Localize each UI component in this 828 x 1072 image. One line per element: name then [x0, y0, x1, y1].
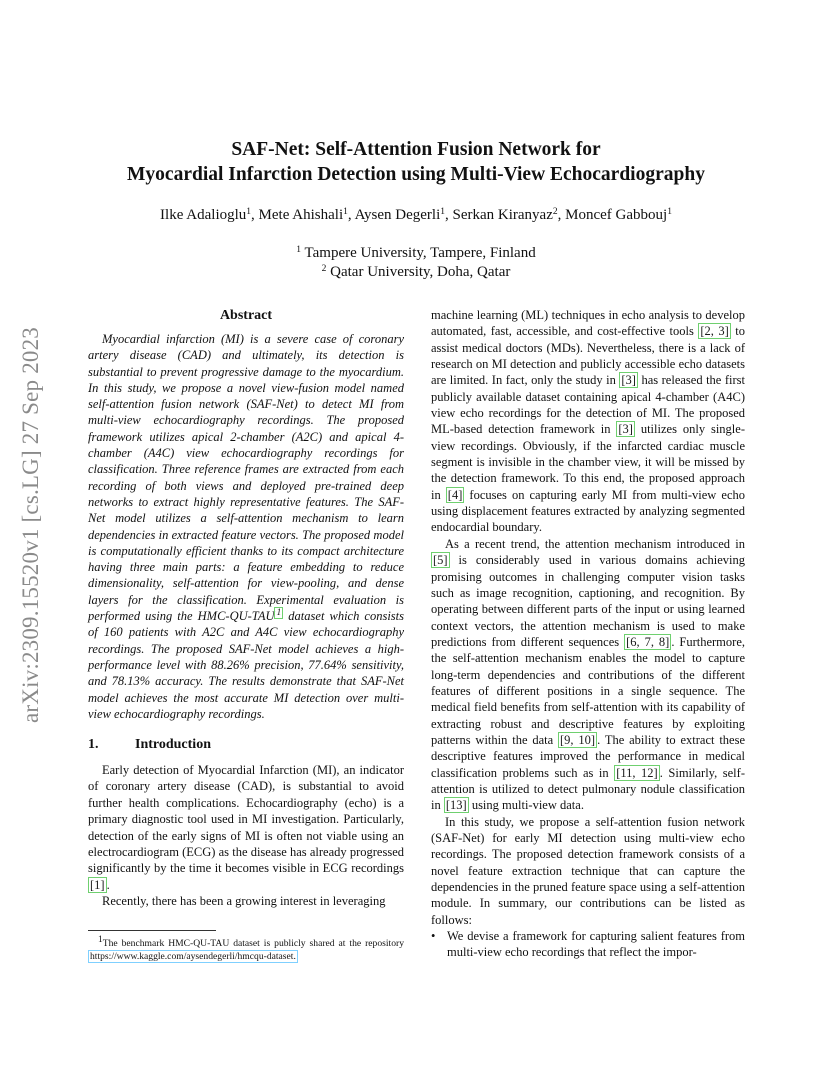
citation-link[interactable]: [2, 3] [700, 324, 729, 339]
author: Aysen Degerli$^1$ [354, 207, 445, 223]
right-column [431, 307, 745, 961]
intro-paragraph-1: Early detection of Myocardial Infarction (MI), an indicator of coronary artery disease (CAD), is substantial to avoid further health complications. Echocardiography (echo) is a primary diagnostic tool used in MI investigation. Particularly, detection of the early signs of MI is often not viable using an electrocardiogram (ECG) as the disease has already progressed significantly by the time it becomes visible in ECG recordings [1] . [88, 763, 404, 892]
abstract-text: Myocardial infarction (MI) is a severe case of coronary artery disease (CAD) and ultimately, its detection is substantial to prevent progressive damage to the myocardium. In this study, we propose a novel view-fusion model named self-attention fusion network (SAF-Net) to detect MI from multi-view echocardiography recordings. The proposed framework utilizes apical 2-chamber (A2C) and apical 4-chamber (A4C) view echocardiography recordings for classification. Three reference frames are extracted from each recording of both views and deployed pre-trained deep networks to extract highly representative features. The SAF-Net model utilizes a self-attention mechanism to learn dependencies in extracted feature vectors. The proposed model is computationally efficient thanks to its compact architecture having three main parts: a feature embedding to reduce dimensionality, self-attention for view-pooling, and dense layers for the classification. Experimental evaluation is performed using the HMC-QU-TAU $^1$ dataset which consists of 160 patients with A2C and A4C view echocardiography recordings. The proposed SAF-Net model achieves a high-performance level with 88.26% precision, 77.64% sensitivity, and 78.13% accuracy. The results demonstrate that SAF-Net model achieves the most accurate MI detection over multi-view echocardiography recordings. [88, 332, 404, 721]
dataset-url-link[interactable]: https://www.kaggle.com/aysendegerli/hmcqu-dataset. [90, 951, 296, 962]
affiliation: $^2$ Qatar University, Doha, Qatar [321, 264, 511, 280]
bullet-icon: • [431, 929, 436, 944]
intro-paragraph-3: As a recent trend, the attention mechanism introduced in [5] is considerably used in various domains achieving promising outcomes in challenging computer vision tasks such as image recognition, captioning, and recognition. By operating between different parts of the input or using learned context vectors, the attention mechanism is used to make predictions from different sequences [6, 7, 8] . Furthermore, the self-attention mechanism enables the model to capture long-term dependencies and contributions of the different features of different positions in a single sequence. The medical field benefits from self-attention with its capability of extracting robust and descriptive features by exploiting patterns within the data [9, 10] . The ability to extract these descriptive features improved the performance in medical classification problems such as in [11, 12] . Similarly, self-attention is utilized to detect pulmonary nodule classification in [13] using multi-view data. [431, 536, 746, 813]
footnote-rule [88, 930, 216, 931]
arxiv-identifier: arXiv:2309.15520v1 [cs.LG] 27 Sep 2023 [18, 327, 43, 723]
citation-link[interactable]: [5] [433, 553, 448, 568]
citation-link[interactable]: [9, 10] [560, 732, 596, 747]
intro-paragraph-2-continued: machine learning (ML) techniques in echo analysis to develop automated, fast, accessible, and cost-effective tools [2, 3] to assist medical doctors (MDs). Nevertheless, there is a lack of research on MI detection and publicly accessible echo datasets are limited. In fact, only the study in [3] has released the first publicly available dataset containing apical 4-chamber (A4C) view echo recordings for the detection of MI. The proposed ML-based detection framework in [3] utilizes only single-view recordings. Obviously, if the infarcted cardiac muscle segment is invisible in the chamber view, it will be missed by the detection framework. To this end, the proposed approach in [4] focuses on capturing early MI from multi-view echo using displacement features extracted by analyzing segmented endocardial boundary. [431, 308, 745, 535]
citation-link[interactable]: [6, 7, 8] [626, 634, 670, 649]
intro-paragraph-2-start: Recently, there has been a growing interest in leveraging [102, 893, 386, 908]
citation-link[interactable]: [11, 12] [616, 765, 658, 780]
author-list: Ilke Adalioglu$^1$, Mete Ahishali$^1$, Aysen Degerli$^1$, Serkan Kiranyaz$^2$, Moncef Gabbouj$^1$ [160, 207, 672, 223]
author: Moncef Gabbouj$^1$ [565, 207, 672, 223]
contribution-list [431, 928, 745, 961]
arxiv-side-label [14, 290, 48, 760]
title-line-1: SAF-Net: Self-Attention Fusion Network for [231, 139, 601, 160]
footnote: $^1$The benchmark HMC-QU-TAU dataset is publicly shared at the repository https://www.kaggle.com/aysendegerli/hmcqu-dataset. [90, 935, 404, 962]
title-line-2: Myocardial Infarction Detection using Multi-View Echocardiography [127, 164, 705, 185]
author: Ilke Adalioglu$^1$ [160, 207, 252, 223]
footnote-link[interactable]: 1 [276, 608, 282, 619]
author: Serkan Kiranyaz$^2$ [452, 207, 558, 223]
intro-paragraph-4: In this study, we propose a self-attention fusion network (SAF-Net) for early MI detection using multi-view echo recordings. The proposed detection framework consists of a novel feature extraction technique that can capture the dependencies in the pruned feature space using a self-attention module. In summary, our contributions can be listed as follows: [431, 814, 745, 927]
left-column [88, 307, 404, 909]
citation-link[interactable]: [13] [445, 798, 467, 813]
affiliation-list [88, 244, 744, 282]
paper-title [88, 137, 744, 187]
citation-link[interactable]: [3] [621, 373, 636, 388]
abstract-heading: Abstract [219, 308, 273, 323]
author: Mete Ahishali$^1$ [258, 207, 348, 223]
citation-link[interactable]: [1] [90, 877, 105, 892]
citation-link[interactable]: [3] [618, 422, 633, 437]
list-item: • We devise a framework for capturing salient features from multi-view echo recordings that reflect the impor- [431, 929, 745, 960]
section-heading-introduction: 1. Introduction [88, 737, 211, 753]
citation-link[interactable]: [4] [447, 487, 463, 502]
affiliation: $^1$ Tampere University, Tampere, Finland [296, 245, 536, 261]
